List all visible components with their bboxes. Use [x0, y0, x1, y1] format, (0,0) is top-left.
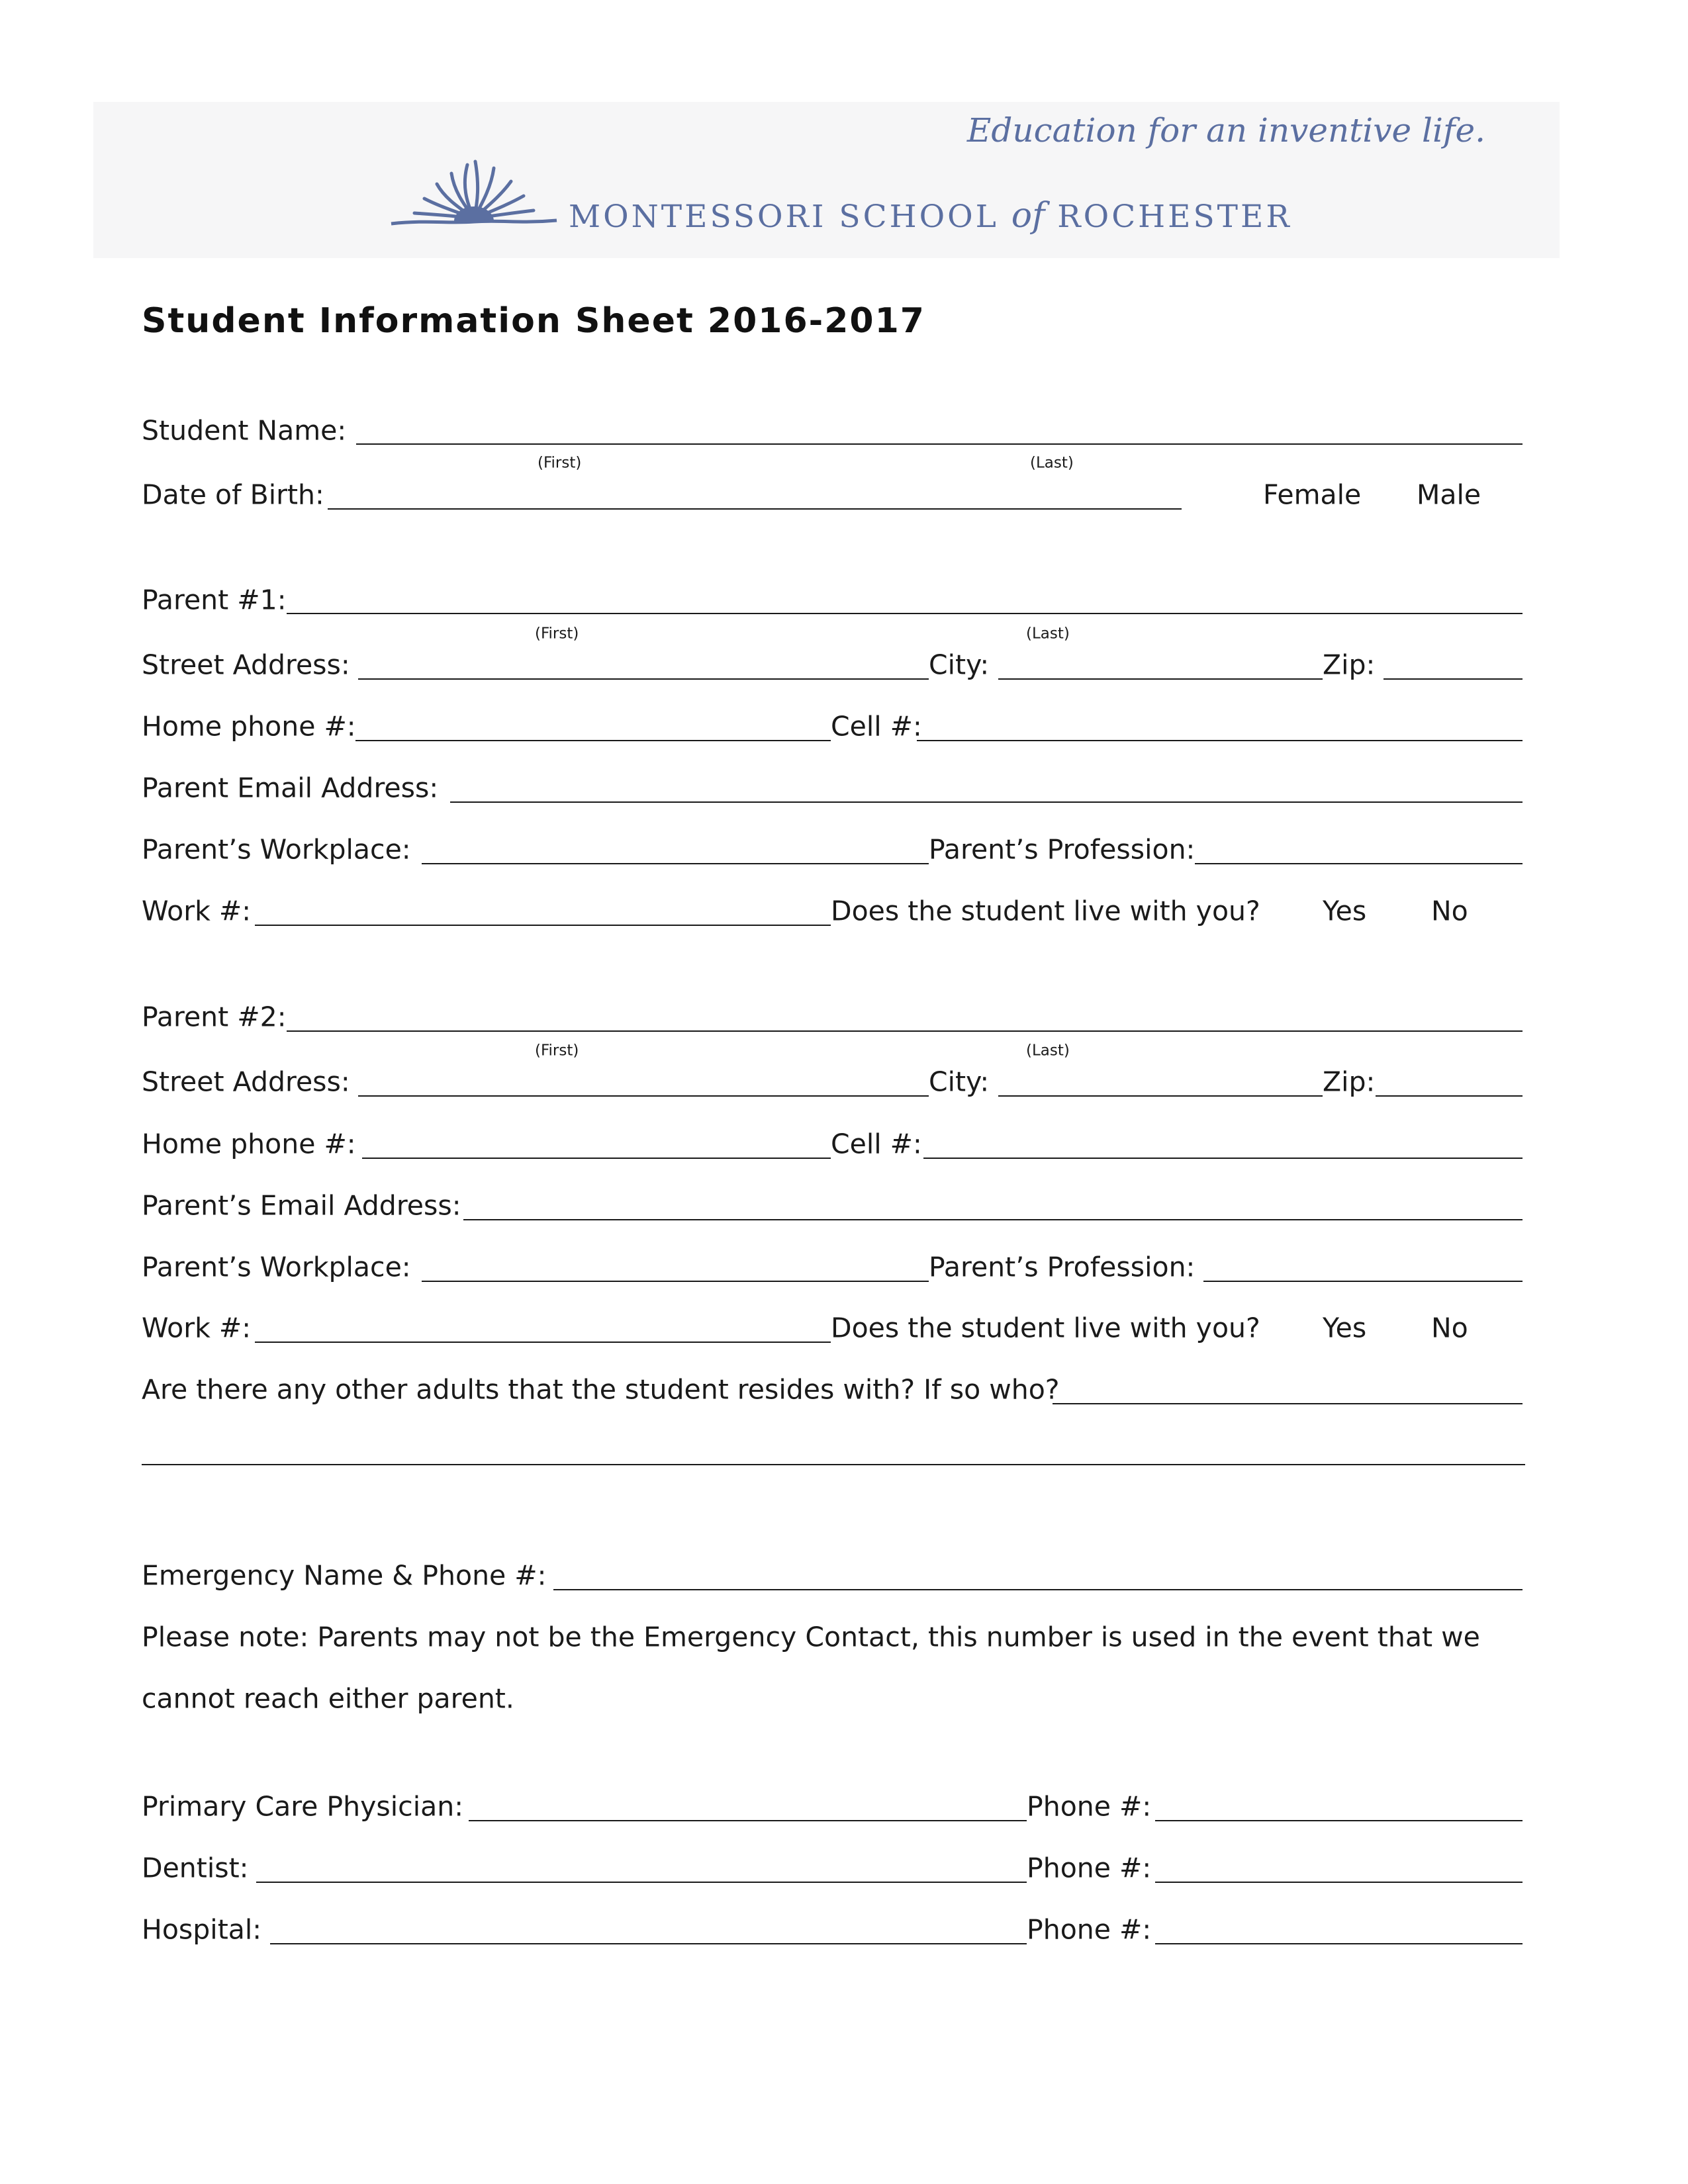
parent2-cell-field[interactable] [923, 1158, 1523, 1159]
parent1-profession-field[interactable] [1195, 863, 1523, 864]
parent1-no-option[interactable]: No [1431, 895, 1468, 927]
parent1-label: Parent #1: [142, 584, 287, 616]
dob-field[interactable] [328, 508, 1182, 510]
parent2-profession-field[interactable] [1203, 1281, 1523, 1282]
parent1-live-with-label: Does the student live with you? [831, 895, 1260, 927]
parent1-home-phone-label: Home phone #: [142, 710, 356, 743]
parent1-first-hint: (First) [535, 625, 579, 643]
parent2-label: Parent #2: [142, 1001, 287, 1033]
parent2-city-label: City: [929, 1066, 990, 1098]
parent2-email-label: Parent’s Email Address: [142, 1189, 461, 1222]
parent1-city-label: City: [929, 649, 990, 681]
parent2-cell-label: Cell #: [831, 1128, 922, 1160]
school-name: MONTESSORI SCHOOL of ROCHESTER [569, 196, 1292, 236]
male-option[interactable]: Male [1417, 478, 1481, 511]
emergency-note-line2: cannot reach either parent. [142, 1682, 514, 1715]
hospital-field[interactable] [270, 1943, 1027, 1944]
parent1-workplace-label: Parent’s Workplace: [142, 833, 411, 866]
parent2-first-hint: (First) [535, 1042, 579, 1060]
parent1-profession-label: Parent’s Profession: [929, 833, 1196, 866]
parent2-zip-label: Zip: [1323, 1066, 1376, 1098]
parent1-street-field[interactable] [358, 678, 929, 680]
first-name-hint: (First) [538, 454, 582, 472]
dob-label: Date of Birth: [142, 478, 324, 511]
parent2-yes-option[interactable]: Yes [1323, 1312, 1367, 1344]
parent2-no-option[interactable]: No [1431, 1312, 1468, 1344]
other-adults-field[interactable] [1053, 1403, 1523, 1404]
parent1-workplace-field[interactable] [422, 863, 929, 864]
dentist-field[interactable] [256, 1882, 1027, 1883]
hospital-phone-field[interactable] [1155, 1943, 1523, 1944]
parent2-zip-field[interactable] [1376, 1095, 1523, 1097]
tagline: Education for an inventive life. [966, 111, 1485, 150]
parent2-live-with-label: Does the student live with you? [831, 1312, 1260, 1344]
parent1-work-label: Work #: [142, 895, 252, 927]
parent1-home-phone-field[interactable] [355, 740, 831, 741]
physician-phone-field[interactable] [1155, 1820, 1523, 1821]
parent1-city-field[interactable] [998, 678, 1323, 680]
parent1-zip-label: Zip: [1323, 649, 1376, 681]
parent1-cell-field[interactable] [917, 740, 1523, 741]
emergency-note-line1: Please note: Parents may not be the Emergency Contact, this number is used in the event that we [142, 1621, 1480, 1653]
parent2-email-field[interactable] [463, 1219, 1523, 1220]
rising-sun-logo-icon [388, 155, 560, 234]
hospital-phone-label: Phone #: [1027, 1913, 1152, 1946]
student-name-label: Student Name: [142, 414, 347, 447]
hospital-label: Hospital: [142, 1913, 262, 1946]
parent1-yes-option[interactable]: Yes [1323, 895, 1367, 927]
parent2-profession-label: Parent’s Profession: [929, 1251, 1196, 1283]
form-title: Student Information Sheet 2016-2017 [142, 301, 925, 341]
parent2-work-field[interactable] [255, 1342, 831, 1343]
female-option[interactable]: Female [1263, 478, 1362, 511]
parent1-name-field[interactable] [287, 613, 1523, 614]
parent2-home-phone-field[interactable] [362, 1158, 831, 1159]
parent1-cell-label: Cell #: [831, 710, 922, 743]
other-adults-field-line2[interactable] [142, 1464, 1525, 1465]
dentist-phone-field[interactable] [1155, 1882, 1523, 1883]
parent2-last-hint: (Last) [1026, 1042, 1070, 1060]
dentist-phone-label: Phone #: [1027, 1852, 1152, 1884]
dentist-label: Dentist: [142, 1852, 249, 1884]
parent2-workplace-field[interactable] [422, 1281, 929, 1282]
physician-phone-label: Phone #: [1027, 1790, 1152, 1823]
physician-label: Primary Care Physician: [142, 1790, 464, 1823]
parent2-work-label: Work #: [142, 1312, 252, 1344]
last-name-hint: (Last) [1030, 454, 1074, 472]
parent2-home-phone-label: Home phone #: [142, 1128, 356, 1160]
other-adults-label: Are there any other adults that the student resides with? If so who? [142, 1373, 1060, 1406]
parent1-zip-field[interactable] [1383, 678, 1523, 680]
parent1-email-label: Parent Email Address: [142, 772, 439, 804]
physician-field[interactable] [469, 1820, 1027, 1821]
parent1-email-field[interactable] [450, 801, 1523, 803]
parent1-last-hint: (Last) [1026, 625, 1070, 643]
letterhead [93, 102, 1560, 258]
parent2-street-label: Street Address: [142, 1066, 350, 1098]
parent2-name-field[interactable] [287, 1030, 1523, 1032]
parent1-work-field[interactable] [255, 925, 831, 926]
emergency-label: Emergency Name & Phone #: [142, 1559, 547, 1592]
parent2-street-field[interactable] [358, 1095, 929, 1097]
parent2-workplace-label: Parent’s Workplace: [142, 1251, 411, 1283]
parent1-street-label: Street Address: [142, 649, 350, 681]
student-name-field[interactable] [356, 443, 1523, 445]
parent2-city-field[interactable] [998, 1095, 1323, 1097]
emergency-field[interactable] [553, 1589, 1523, 1590]
